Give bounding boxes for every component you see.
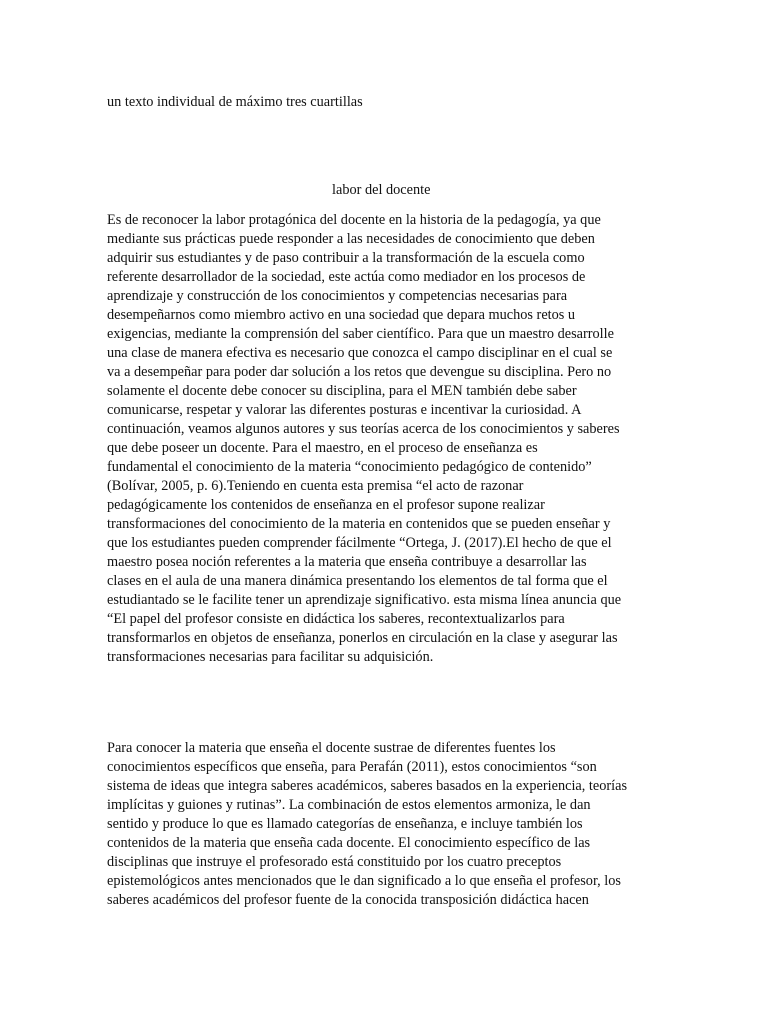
paragraph-1-line: que debe poseer un docente. Para el maestro, en el proceso de enseñanza es	[107, 440, 538, 456]
document-title: labor del docente	[332, 182, 431, 198]
paragraph-2-line: implícitas y guiones y rutinas”. La combinación de estos elementos armoniza, le dan	[107, 797, 591, 813]
paragraph-1-line: clases en el aula de una manera dinámica presentando los elementos de tal forma que el	[107, 573, 608, 589]
paragraph-2-line: contenidos de la materia que enseña cada docente. El conocimiento específico de las	[107, 835, 591, 851]
paragraph-1-line: transformarlos en objetos de enseñanza, ponerlos en circulación en la clase y asegurar las	[107, 630, 618, 646]
paragraph-2-line: conocimientos específicos que enseña, para Perafán (2011), estos conocimientos “son	[107, 759, 597, 775]
paragraph-1-line: solamente el docente debe conocer su disciplina, para el MEN también debe saber	[107, 383, 577, 399]
paragraph-2-line: saberes académicos del profesor fuente de la conocida transposición didáctica hacen	[107, 892, 589, 908]
paragraph-1-line: transformaciones necesarias para facilitar su adquisición.	[107, 649, 434, 665]
paragraph-1-line: comunicarse, respetar y valorar las diferentes posturas e incentivar la curiosidad. A	[107, 402, 582, 418]
paragraph-1-line: transformaciones del conocimiento de la materia en contenidos que se pueden enseñar y	[107, 516, 611, 532]
paragraph-1-line: desempeñarnos como miembro activo en una sociedad que depara muchos retos u	[107, 307, 576, 323]
paragraph-1-line: que los estudiantes pueden comprender fácilmente “Ortega, J. (2017).El hecho de que el	[107, 535, 612, 551]
paragraph-1-line: va a desempeñar para poder dar solución a los retos que devengue su disciplina. Pero no	[107, 364, 612, 380]
paragraph-1-line: adquirir sus estudiantes y de paso contribuir a la transformación de la escuela como	[107, 250, 585, 266]
paragraph-2-line: sentido y produce lo que es llamado categorías de enseñanza, e incluye también los	[107, 816, 583, 832]
paragraph-2-line: Para conocer la materia que enseña el docente sustrae de diferentes fuentes los	[107, 740, 556, 756]
paragraph-1-line: aprendizaje y construcción de los conocimientos y competencias necesarias para	[107, 288, 568, 304]
paragraph-1-line: maestro posea noción referentes a la materia que enseña contribuye a desarrollar las	[107, 554, 587, 570]
paragraph-1-line: fundamental el conocimiento de la materia “conocimiento pedagógico de contenido”	[107, 459, 592, 475]
paragraph-1-line: (Bolívar, 2005, p. 6).Teniendo en cuenta esta premisa “el acto de razonar	[107, 478, 524, 494]
paragraph-2-line: epistemológicos antes mencionados que le dan significado a lo que enseña el profesor, los	[107, 873, 621, 889]
paragraph-1-line: mediante sus prácticas puede responder a las necesidades de conocimiento que deben	[107, 231, 595, 247]
paragraph-1-line: Es de reconocer la labor protagónica del docente en la historia de la pedagogía, ya que	[107, 212, 601, 228]
heading-line: un texto individual de máximo tres cuartillas	[107, 94, 363, 110]
paragraph-1-line: una clase de manera efectiva es necesario que conozca el campo disciplinar en el cual se	[107, 345, 613, 361]
paragraph-1-line: exigencias, mediante la comprensión del saber científico. Para que un maestro desarrolle	[107, 326, 614, 342]
paragraph-1-line: estudiantado se le facilite tener un aprendizaje significativo. esta misma línea anuncia que	[107, 592, 622, 608]
paragraph-1-line: pedagógicamente los contenidos de enseñanza en el profesor supone realizar	[107, 497, 545, 513]
paragraph-1-line: “El papel del profesor consiste en didáctica los saberes, recontextualizarlos para	[107, 611, 565, 627]
paragraph-1-line: continuación, veamos algunos autores y sus teorías acerca de los conocimientos y saberes	[107, 421, 620, 437]
paragraph-1-line: referente desarrollador de la sociedad, este actúa como mediador en los procesos de	[107, 269, 586, 285]
paragraph-2-line: disciplinas que instruye el profesorado está constituido por los cuatro preceptos	[107, 854, 562, 870]
paragraph-2-line: sistema de ideas que integra saberes académicos, saberes basados en la experiencia, teorías	[107, 778, 628, 794]
